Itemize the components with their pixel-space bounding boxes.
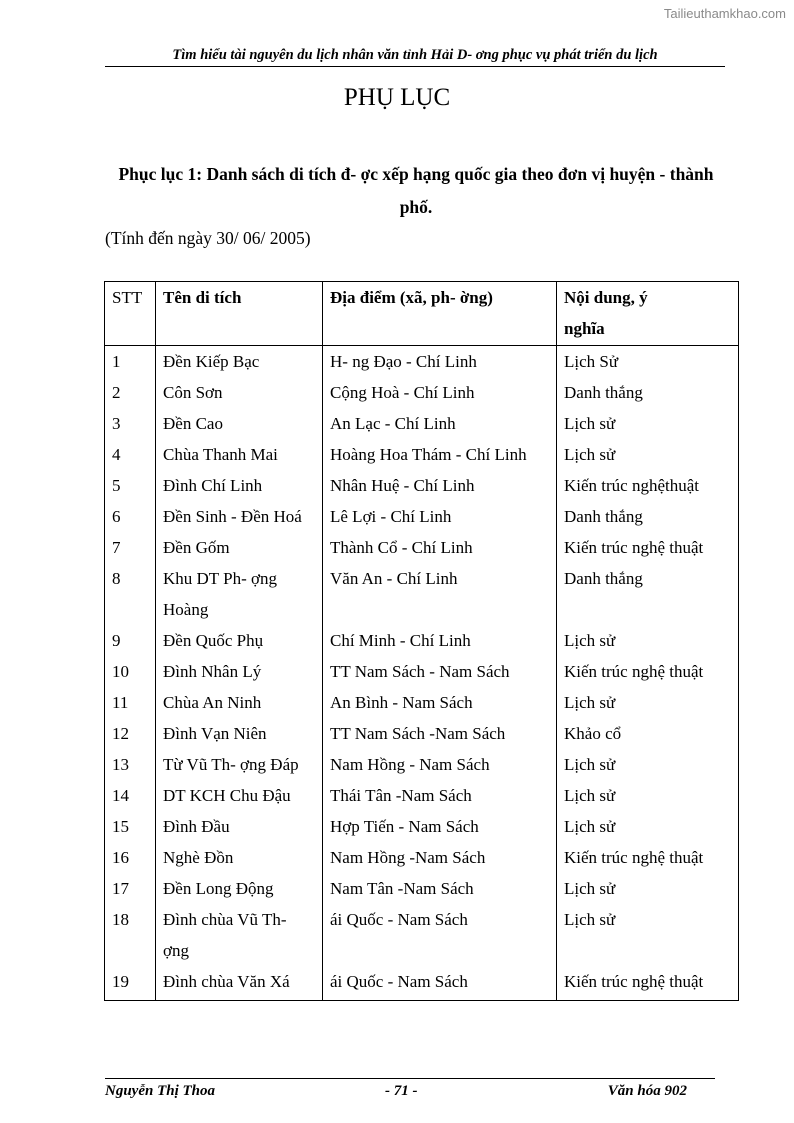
cell-location: Cộng Hoà - Chí Linh <box>323 377 557 408</box>
cell-content: Kiến trúc nghệthuật <box>557 470 739 501</box>
cell-location: Nhân Huệ - Chí Linh <box>323 470 557 501</box>
cell-content: Lịch sử <box>557 439 739 470</box>
cell-location: Chí Minh - Chí Linh <box>323 625 557 656</box>
cell-name: Đình chùa Văn Xá <box>156 966 323 1001</box>
cell-stt: 19 <box>105 966 156 1001</box>
table-row <box>105 439 739 470</box>
cell-content: Danh thắng <box>557 501 739 532</box>
table-row <box>105 811 739 842</box>
cell-location: Văn An - Chí Linh <box>323 563 557 625</box>
cell-name: Chùa An Ninh <box>156 687 323 718</box>
cell-name: Đền Long Động <box>156 873 323 904</box>
cell-name: Côn Sơn <box>156 377 323 408</box>
cell-name: Khu DT Ph- ợng Hoàng <box>156 563 323 625</box>
heritage-sites-table <box>104 281 739 1001</box>
page-title: PHỤ LỤC <box>343 84 451 111</box>
cell-location: Thành Cổ - Chí Linh <box>323 532 557 563</box>
cell-stt: 15 <box>105 811 156 842</box>
cell-name: Đền Cao <box>156 408 323 439</box>
footer-course: Văn hóa 902 <box>607 1083 687 1099</box>
cell-name: Đền Sinh - Đền Hoá <box>156 501 323 532</box>
cell-name: Đình Đầu <box>156 811 323 842</box>
cell-location: TT Nam Sách -Nam Sách <box>323 718 557 749</box>
cell-stt: 6 <box>105 501 156 532</box>
cell-content: Kiến trúc nghệ thuật <box>557 532 739 563</box>
cell-content: Lịch sử <box>557 749 739 780</box>
cell-name: Đình Nhân Lý <box>156 656 323 687</box>
table-row <box>105 563 739 625</box>
cell-name: Đình chùa Vũ Th- ợng <box>156 904 323 966</box>
cell-name: Nghè Đồn <box>156 842 323 873</box>
header-stt: STT <box>105 282 156 346</box>
running-footer <box>105 1078 715 1099</box>
cell-location: Nam Hồng - Nam Sách <box>323 749 557 780</box>
cell-stt: 9 <box>105 625 156 656</box>
table-row <box>105 501 739 532</box>
table-row <box>105 966 739 1001</box>
cell-stt: 17 <box>105 873 156 904</box>
table-row <box>105 873 739 904</box>
cell-content: Lịch sử <box>557 904 739 966</box>
table-row <box>105 749 739 780</box>
cell-name: Đình Chí Linh <box>156 470 323 501</box>
cell-name: Đình Vạn Niên <box>156 718 323 749</box>
cell-content: Lịch sử <box>557 625 739 656</box>
cell-name: Đền Gốm <box>156 532 323 563</box>
cell-content: Lịch sử <box>557 780 739 811</box>
cell-stt: 13 <box>105 749 156 780</box>
cell-stt: 11 <box>105 687 156 718</box>
header-name: Tên di tích <box>156 282 323 346</box>
cell-location: An Bình - Nam Sách <box>323 687 557 718</box>
table-row <box>105 408 739 439</box>
cell-location: Hợp Tiến - Nam Sách <box>323 811 557 842</box>
cell-location: ái Quốc - Nam Sách <box>323 904 557 966</box>
cell-location: TT Nam Sách - Nam Sách <box>323 656 557 687</box>
cell-location: Lê Lợi - Chí Linh <box>323 501 557 532</box>
cell-name: DT KCH Chu Đậu <box>156 780 323 811</box>
cell-stt: 14 <box>105 780 156 811</box>
cell-name: Đền Kiếp Bạc <box>156 346 323 378</box>
cell-stt: 1 <box>105 346 156 378</box>
watermark: Tailieuthamkhao.com <box>663 6 786 21</box>
cell-content: Lịch sử <box>557 873 739 904</box>
cell-location: Nam Hồng -Nam Sách <box>323 842 557 873</box>
cell-stt: 7 <box>105 532 156 563</box>
cell-location: Nam Tân -Nam Sách <box>323 873 557 904</box>
cell-content: Danh thắng <box>557 377 739 408</box>
footer-author: Nguyễn Thị Thoa <box>105 1083 216 1099</box>
cell-content: Danh thắng <box>557 563 739 625</box>
table-row <box>105 532 739 563</box>
cell-content: Lịch Sử <box>557 346 739 378</box>
cell-stt: 18 <box>105 904 156 966</box>
table-row <box>105 718 739 749</box>
cell-stt: 8 <box>105 563 156 625</box>
cell-content: Lịch sử <box>557 811 739 842</box>
running-header: Tìm hiểu tài nguyên du lịch nhân văn tỉnh Hải D- ơng phục vụ phát triển du lịch <box>105 47 725 67</box>
header-content: Nội dung, ý nghĩa <box>557 282 739 346</box>
cell-location: ái Quốc - Nam Sách <box>323 966 557 1001</box>
table-row <box>105 346 739 378</box>
table-row <box>105 656 739 687</box>
table-row <box>105 780 739 811</box>
cell-stt: 10 <box>105 656 156 687</box>
table-caption: Phục lục 1: Danh sách di tích đ- ợc xếp hạng quốc gia theo đơn vị huyện - thành phố. <box>118 164 714 217</box>
cell-content: Kiến trúc nghệ thuật <box>557 966 739 1001</box>
table-row <box>105 377 739 408</box>
header-location: Địa điểm (xã, ph- ờng) <box>323 282 557 346</box>
cell-stt: 3 <box>105 408 156 439</box>
table-row <box>105 625 739 656</box>
table-header-row <box>105 282 739 346</box>
cell-content: Khảo cổ <box>557 718 739 749</box>
cell-name: Từ Vũ Th- ợng Đáp <box>156 749 323 780</box>
cell-stt: 2 <box>105 377 156 408</box>
cell-stt: 12 <box>105 718 156 749</box>
cell-stt: 4 <box>105 439 156 470</box>
date-note: (Tính đến ngày 30/ 06/ 2005) <box>105 228 311 248</box>
table-row <box>105 470 739 501</box>
footer-page-number: - 71 - <box>385 1083 418 1099</box>
table-body <box>105 346 739 1001</box>
cell-location: An Lạc - Chí Linh <box>323 408 557 439</box>
cell-content: Kiến trúc nghệ thuật <box>557 842 739 873</box>
table-row <box>105 842 739 873</box>
table-row <box>105 687 739 718</box>
cell-content: Lịch sử <box>557 408 739 439</box>
cell-location: Thái Tân -Nam Sách <box>323 780 557 811</box>
cell-name: Chùa Thanh Mai <box>156 439 323 470</box>
cell-name: Đền Quốc Phụ <box>156 625 323 656</box>
cell-location: H- ng Đạo - Chí Linh <box>323 346 557 378</box>
cell-content: Kiến trúc nghệ thuật <box>557 656 739 687</box>
cell-content: Lịch sử <box>557 687 739 718</box>
cell-stt: 16 <box>105 842 156 873</box>
table-row <box>105 904 739 966</box>
cell-stt: 5 <box>105 470 156 501</box>
cell-location: Hoàng Hoa Thám - Chí Linh <box>323 439 557 470</box>
